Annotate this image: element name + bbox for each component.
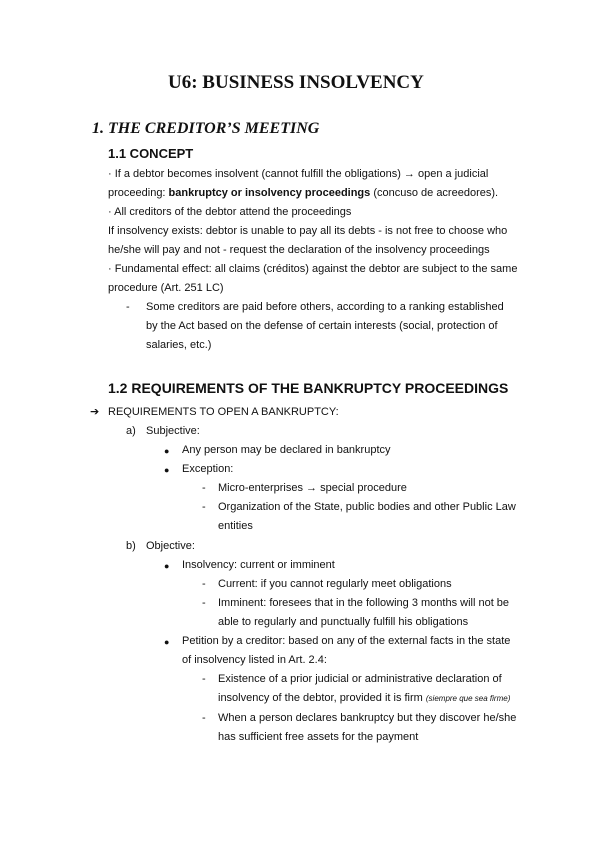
concept-dash: - — [126, 301, 130, 313]
exception-item-2b: entities — [218, 520, 253, 532]
dash-marker: - — [202, 501, 206, 513]
bullet-icon: ● — [164, 637, 170, 647]
objective-item-1: Insolvency: current or imminent — [182, 559, 335, 571]
petition-fact-2b: has sufficient free assets for the payment — [218, 731, 419, 743]
subjective-item-2: Exception: — [182, 463, 234, 475]
list-label-a: a) — [126, 425, 136, 437]
concept-line-2-pre: proceeding: — [108, 187, 169, 199]
petition-fact-1b — [218, 691, 510, 706]
concept-line-1: · If a debtor becomes insolvent (cannot fulfill the obligations) → open a judicial — [108, 168, 489, 180]
subjective-label: Subjective: — [146, 425, 200, 437]
concept-line-10: salaries, etc.) — [146, 339, 212, 351]
insolvency-imminent-a: Imminent: foresees that in the following 3 months will not be — [218, 597, 510, 609]
subjective-item-1: Any person may be declared in bankruptcy — [182, 444, 391, 456]
concept-line-4: If insolvency exists: debtor is unable to pay all its debts - is not free to choose who — [108, 225, 508, 237]
insolvency-current: Current: if you cannot regularly meet obligations — [218, 578, 452, 590]
dash-marker: - — [202, 673, 206, 685]
concept-line-5: he/she will pay and not - request the declaration of the insolvency proceedings — [108, 244, 490, 256]
petition-fact-2a: When a person declares bankruptcy but they discover he/she — [218, 712, 517, 724]
petition-fact-1b-spanish: (siempre que sea firme) — [425, 694, 511, 703]
petition-fact-1a: Existence of a prior judicial or administrative declaration of — [218, 673, 502, 685]
requirements-line: REQUIREMENTS TO OPEN A BANKRUPTCY: — [108, 406, 339, 418]
subsection-1-2-heading: 1.2 REQUIREMENTS OF THE BANKRUPTCY PROCEEDINGS — [108, 380, 509, 396]
concept-bold-term: bankruptcy or insolvency proceedings — [168, 187, 371, 199]
arrow-icon: ➔ — [90, 406, 100, 418]
objective-item-2a: Petition by a creditor: based on any of the external facts in the state — [182, 635, 511, 647]
page-title: U6: BUSINESS INSOLVENCY — [168, 72, 424, 93]
concept-line-8: Some creditors are paid before others, according to a ranking established — [146, 301, 504, 313]
dash-marker: - — [202, 712, 206, 724]
concept-line-6: · Fundamental effect: all claims (créditos) against the debtor are subject to the same — [108, 263, 518, 275]
objective-label: Objective: — [146, 540, 195, 552]
bullet-icon: ● — [164, 446, 170, 456]
concept-line-7: procedure (Art. 251 LC) — [108, 282, 224, 294]
concept-line-9: by the Act based on the defense of certain interests (social, protection of — [146, 320, 498, 332]
insolvency-imminent-b: able to regularly and punctually fulfill his obligations — [218, 616, 469, 628]
exception-item-1: Micro-enterprises → special procedure — [218, 482, 407, 494]
section-1-heading: 1. THE CREDITOR’S MEETING — [92, 120, 320, 137]
concept-line-3: · All creditors of the debtor attend the proceedings — [108, 206, 352, 218]
dash-marker: - — [202, 597, 206, 609]
subsection-1-1-heading: 1.1 CONCEPT — [108, 146, 194, 161]
exception-item-2a: Organization of the State, public bodies and other Public Law — [218, 501, 516, 513]
bullet-icon: ● — [164, 465, 170, 475]
petition-fact-1b-text: insolvency of the debtor, provided it is firm — [218, 692, 426, 704]
concept-line-2 — [108, 186, 498, 200]
concept-line-2-post: (concuso de acreedores). — [370, 187, 499, 199]
dash-marker: - — [202, 482, 206, 494]
dash-marker: - — [202, 578, 206, 590]
list-label-b: b) — [126, 540, 136, 552]
bullet-icon: ● — [164, 561, 170, 571]
objective-item-2b: of insolvency listed in Art. 2.4: — [182, 654, 327, 666]
